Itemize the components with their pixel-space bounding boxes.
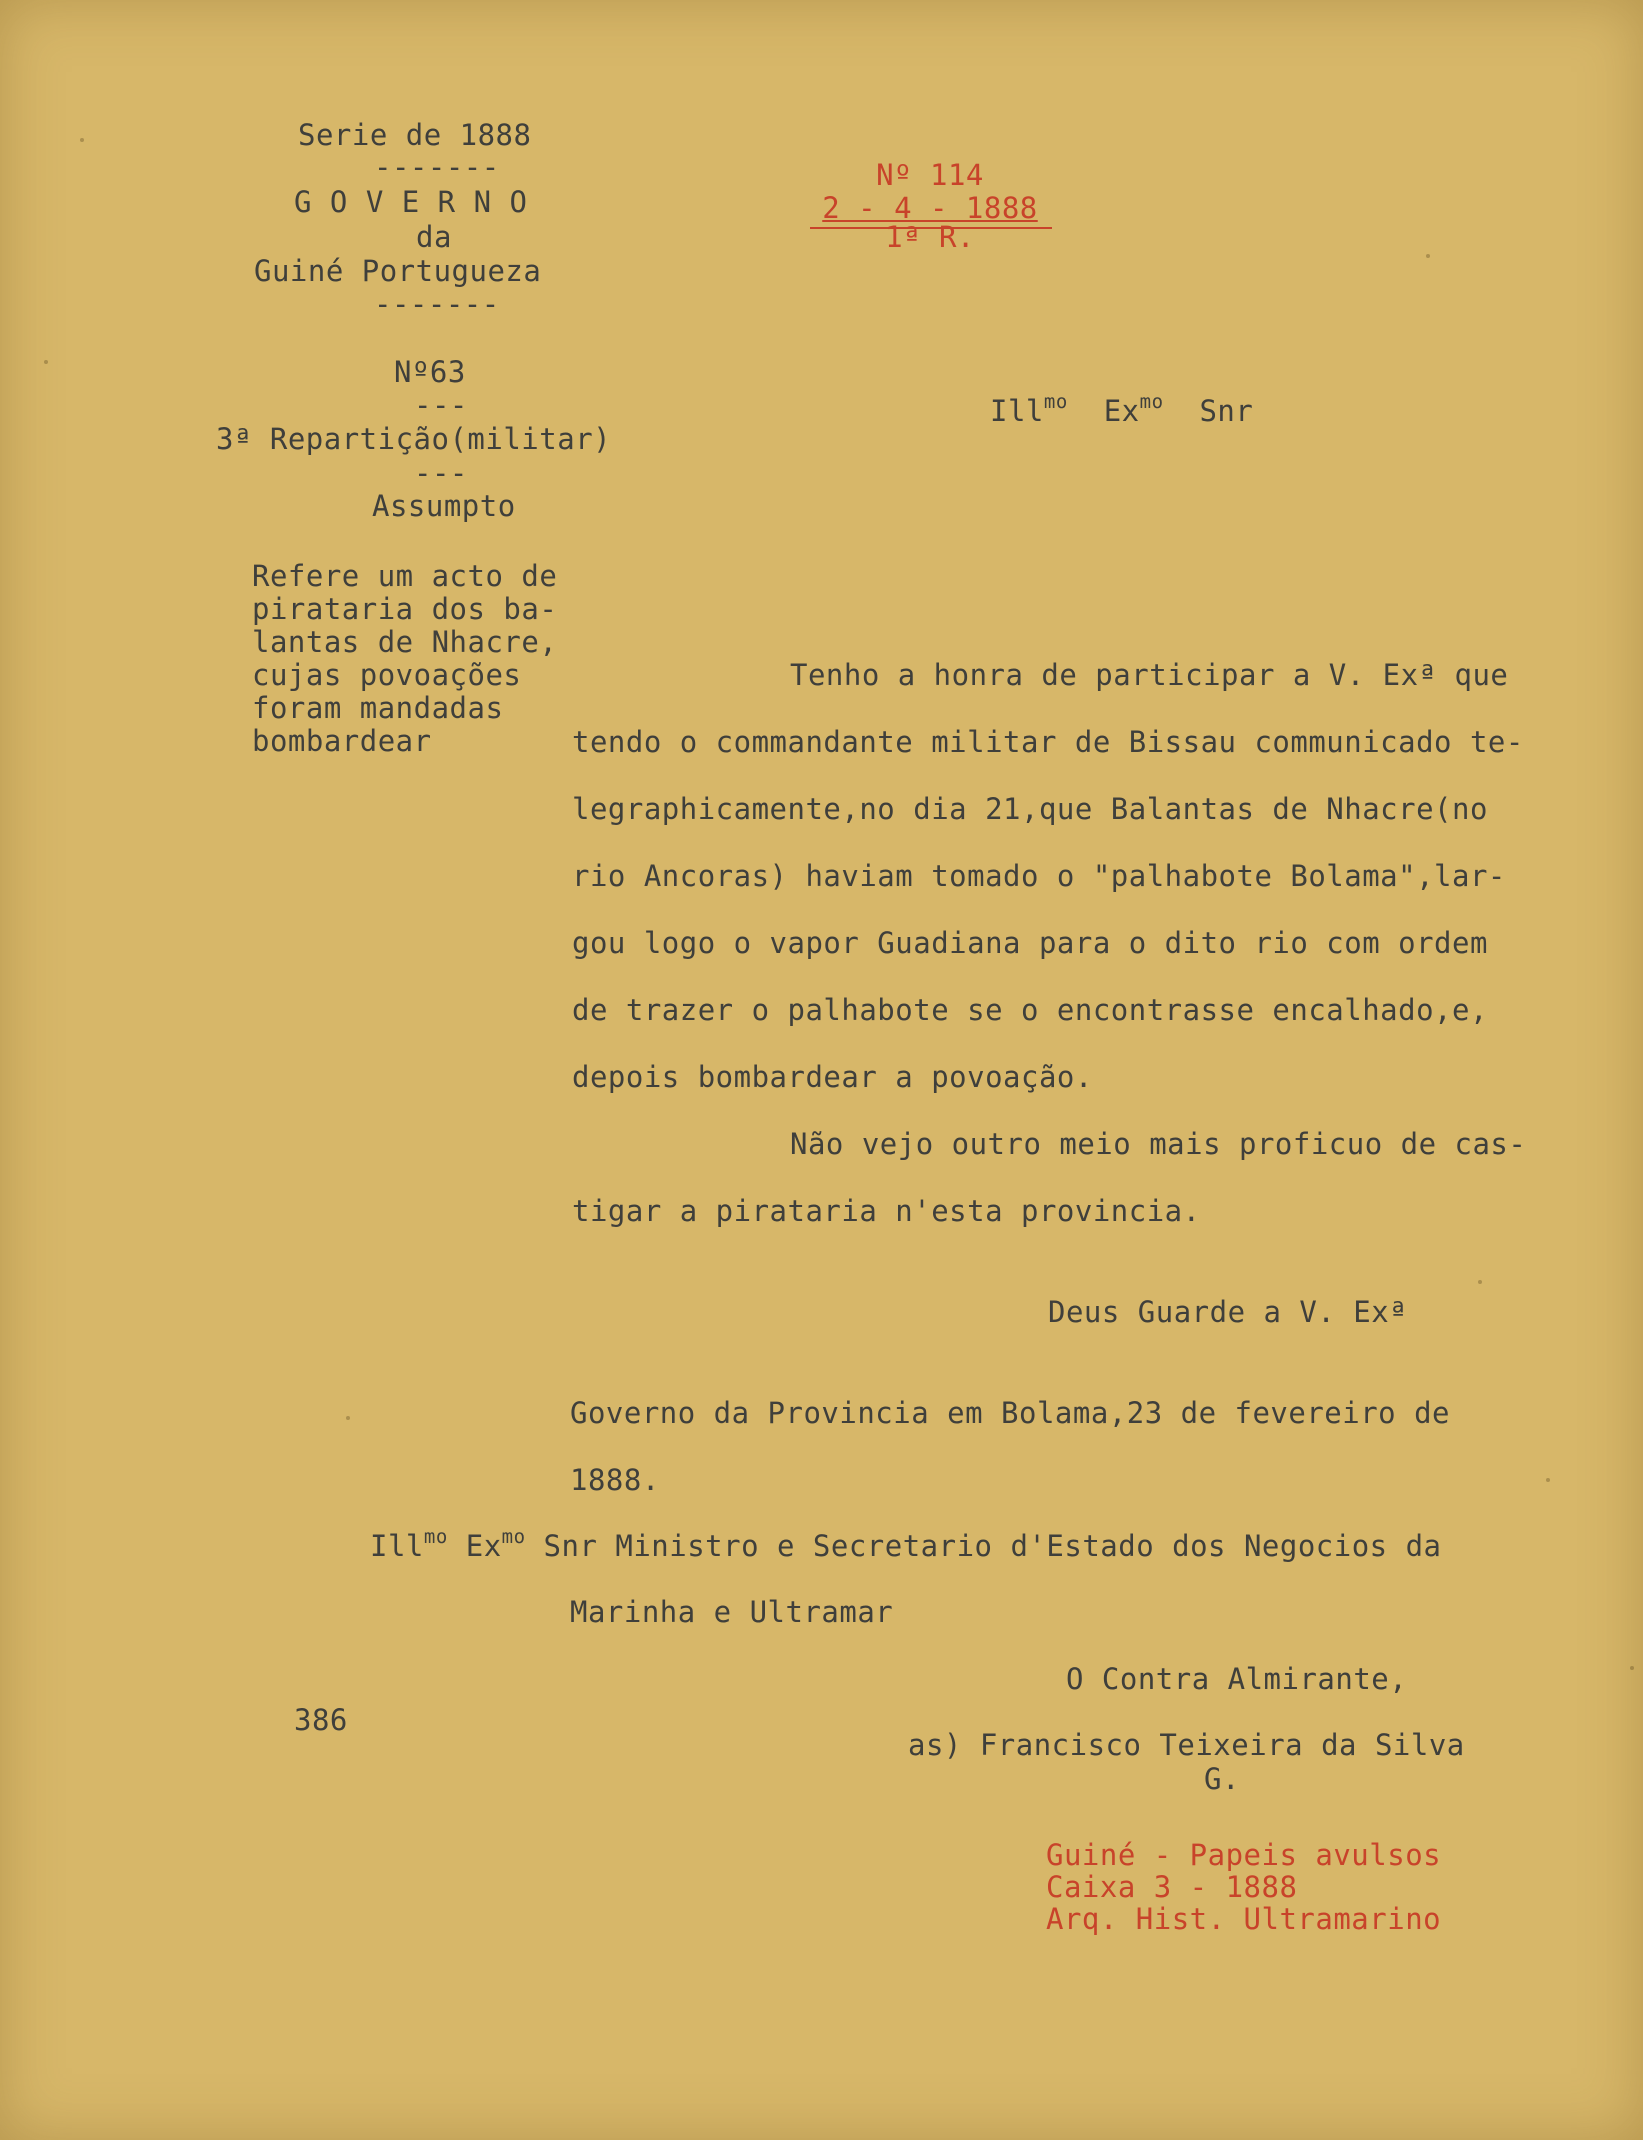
addressee-exmo: Ex [465, 1529, 502, 1563]
closing-line: Deus Guarde a V. Exª [1048, 1295, 1408, 1329]
paper-speck [346, 1416, 350, 1420]
registry-number: Nº 114 [876, 158, 984, 192]
signature-name: as) Francisco Teixeira da Silva [908, 1728, 1465, 1762]
registry-date: 2 - 4 - 1888 [822, 191, 1038, 225]
addressee-line: Marinha e Ultramar [570, 1595, 894, 1629]
paper-speck [1426, 254, 1430, 258]
paper-speck [1478, 1280, 1482, 1284]
summary-line: bombardear [252, 724, 432, 758]
governo-heading: G O V E R N O [294, 185, 528, 219]
reparticao-label: 3ª Repartição(militar) [216, 422, 612, 456]
body-line: gou logo o vapor Guadiana para o dito rio com ordem [572, 926, 1488, 960]
body-line: Não vejo outro meio mais proficuo de cas- [790, 1127, 1527, 1161]
addressee-line [370, 1526, 1442, 1563]
da-label: da [416, 220, 452, 254]
paper-speck [1630, 1666, 1634, 1670]
paper-speck [1546, 1478, 1550, 1482]
summary-line: lantas de Nhacre, [252, 625, 558, 659]
signature-title: O Contra Almirante, [1066, 1662, 1408, 1696]
superscript: mo [1139, 391, 1164, 414]
summary-line: cujas povoações [252, 658, 522, 692]
separator: --- [414, 456, 468, 490]
salutation [990, 391, 1254, 428]
addressee-text: Snr Ministro e Secretario d'Estado dos Negocios da [543, 1529, 1442, 1563]
separator: ------- [374, 150, 500, 184]
paper-speck [44, 360, 48, 364]
body-line: tendo o commandante militar de Bissau communicado te- [572, 725, 1524, 759]
archive-line: Arq. Hist. Ultramarino [1046, 1902, 1442, 1936]
document-number: Nº63 [394, 355, 466, 389]
registry-section: 1ª R. [885, 220, 975, 254]
salutation-snr: Snr [1199, 394, 1254, 428]
page-number: 386 [294, 1703, 348, 1737]
body-line: depois bombardear a povoação. [572, 1060, 1093, 1094]
paper-speck [80, 138, 84, 142]
superscript: mo [501, 1526, 526, 1549]
salutation-exmo: Ex [1103, 394, 1140, 428]
summary-line: pirataria dos ba- [252, 592, 558, 626]
place-date-line: Governo da Provincia em Bolama,23 de fevereiro de [570, 1396, 1451, 1430]
summary-line: Refere um acto de [252, 559, 558, 593]
separator: ------- [374, 287, 500, 321]
archive-line: Guiné - Papeis avulsos [1046, 1838, 1442, 1872]
salutation-illmo: Ill [990, 394, 1044, 428]
place-date-line: 1888. [570, 1463, 660, 1497]
body-line: rio Ancoras) haviam tomado o "palhabote Bolama",lar- [572, 859, 1506, 893]
superscript: mo [423, 1526, 448, 1549]
guine-heading: Guiné Portugueza [254, 254, 542, 288]
separator: --- [414, 388, 468, 422]
body-line: de trazer o palhabote se o encontrasse encalhado,e, [572, 993, 1488, 1027]
signature-initial: G. [1204, 1762, 1240, 1796]
series-label: Serie de 1888 [298, 118, 532, 152]
superscript: mo [1043, 391, 1068, 414]
addressee-illmo: Ill [370, 1529, 424, 1563]
body-line: Tenho a honra de participar a V. Exª que [790, 658, 1509, 692]
registry-stamp [810, 158, 1050, 258]
body-line: legraphicamente,no dia 21,que Balantas de Nhacre(no [572, 792, 1488, 826]
assumpto-label: Assumpto [372, 489, 516, 523]
body-line: tigar a pirataria n'esta provincia. [572, 1194, 1201, 1228]
summary-line: foram mandadas [252, 691, 504, 725]
archive-line: Caixa 3 - 1888 [1046, 1870, 1298, 1904]
